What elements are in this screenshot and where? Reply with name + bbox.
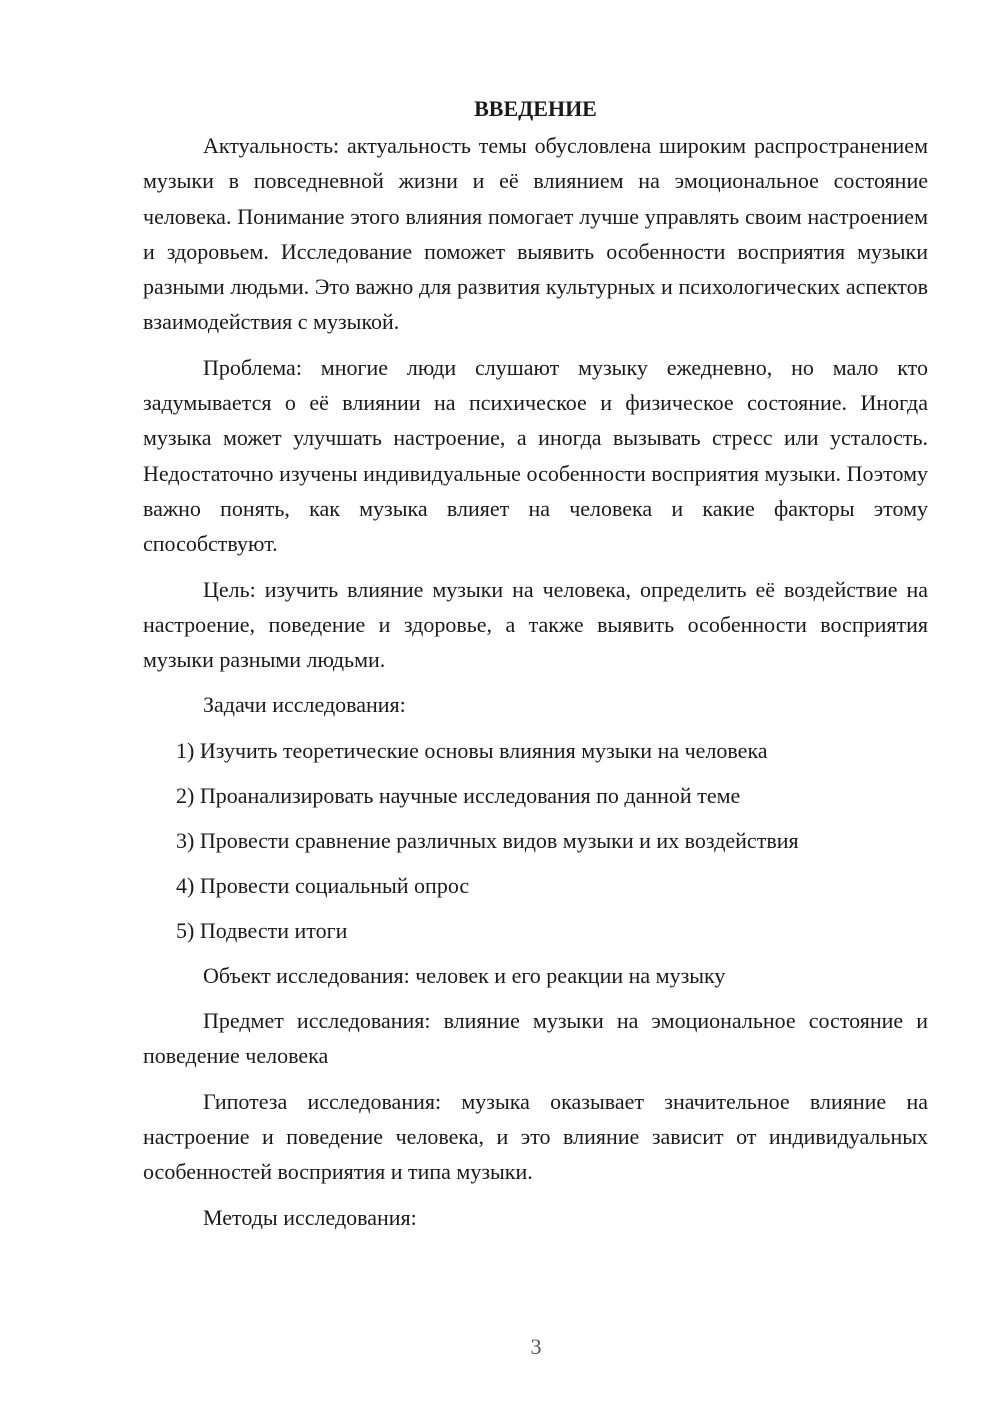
subject-paragraph: Предмет исследования: влияние музыки на эмоциональное состояние и поведение человека (143, 1008, 928, 1069)
task-item: 2) Проанализировать научные исследования по данной теме (176, 782, 741, 808)
section-title: ВВЕДЕНИЕ (474, 96, 597, 121)
hypothesis-paragraph: Гипотеза исследования: музыка оказывает значительное влияние на настроение и поведение человека, и это влияние зависит от индивидуальных особенностей восприятия и типа музыки. (143, 1088, 928, 1185)
goal-paragraph: Цель: изучить влияние музыки на человека, определить её воздействие на настроение, поведение и здоровье, а также выявить особенности восприятия музыки разными людьми. (143, 576, 928, 673)
methods-heading: Методы исследования: (203, 1204, 417, 1230)
problem-paragraph: Проблема: многие люди слушают музыку ежедневно, но мало кто задумывается о её влиянии на психическое и физическое состояние. Иногда музыка может улучшать настроение, а иногда вызывать стресс или усталость. Недостаточно изучены индивидуальные особенности восприятия музыки. Поэтому важно понять, как музыка влияет на человека и какие факторы этому способствуют. (143, 354, 928, 557)
task-item: 3) Провести сравнение различных видов музыки и их воздействия (176, 827, 799, 853)
task-item: 1) Изучить теоретические основы влияния музыки на человека (176, 737, 768, 763)
task-item: 5) Подвести итоги (176, 917, 348, 943)
tasks-heading: Задачи исследования: (203, 692, 406, 718)
page-number: 3 (530, 1334, 542, 1359)
tasks-list (143, 733, 928, 948)
relevance-paragraph: Актуальность: актуальность темы обусловлена широким распространением музыки в повседневной жизни и её влиянием на эмоциональное состояние человека. Понимание этого влияния помогает лучше управлять своим настроением и здоровьем. Исследование поможет выявить особенности восприятия музыки разными людьми. Это важно для развития культурных и психологических аспектов взаимодействия с музыкой. (143, 133, 928, 335)
object-paragraph: Объект исследования: человек и его реакции на музыку (203, 962, 726, 988)
task-item: 4) Провести социальный опрос (176, 872, 470, 898)
document-page (143, 94, 928, 1245)
